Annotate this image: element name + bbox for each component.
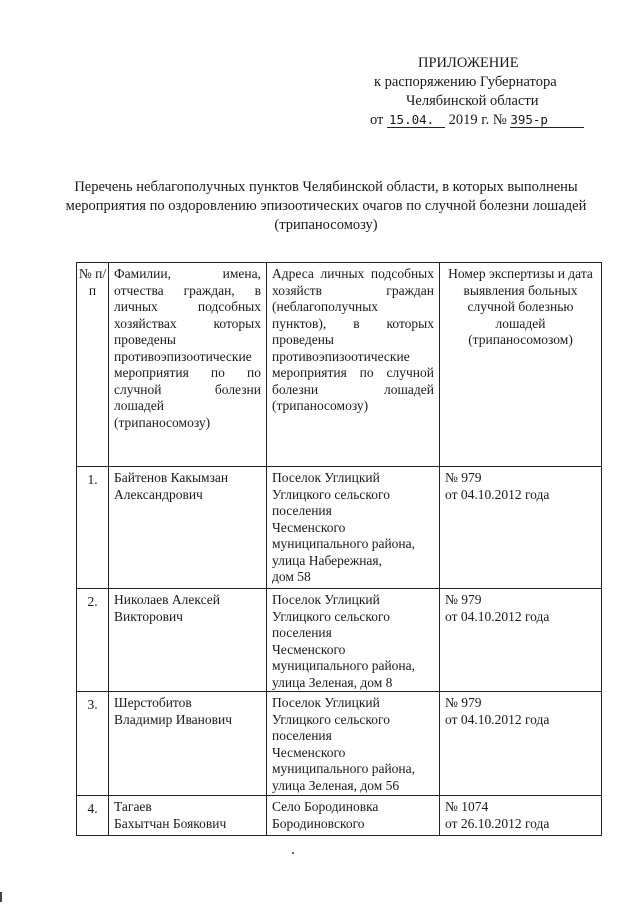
row-address-text: Село Бородиновка Бородиновского — [272, 799, 379, 831]
row-address-text: Поселок Углицкий Углицкого сельского поселения Чесменского муниципального района, улица Зеленая, дом 56 — [272, 695, 416, 793]
table-header-row — [77, 263, 602, 467]
table-row — [77, 796, 602, 836]
appendix-block — [368, 54, 608, 130]
row-name-text: Николаев Алексей Викторович — [114, 592, 220, 624]
row-expertise — [440, 692, 602, 796]
appendix-line-region: Челябинской области — [406, 93, 539, 109]
row-address — [267, 467, 440, 589]
row-name — [109, 589, 267, 692]
row-expertise-text: № 979 от 04.10.2012 года — [445, 592, 550, 624]
header-num: № п/п — [77, 263, 109, 467]
row-num: 1. — [77, 467, 109, 589]
row-expertise — [440, 467, 602, 589]
row-expertise-text: № 979 от 04.10.2012 года — [445, 470, 550, 502]
row-expertise-text: № 1074 от 26.10.2012 года — [445, 799, 550, 831]
points-table — [76, 262, 602, 836]
table-row — [77, 467, 602, 589]
appendix-title: ПРИЛОЖЕНИЕ — [418, 55, 519, 71]
appendix-line-date — [368, 111, 608, 130]
row-name-text: Шерстобитов Владимир Иванович — [114, 695, 233, 727]
row-num: 3. — [77, 692, 109, 796]
year-suffix: 2019 г. № — [448, 112, 507, 128]
document-heading: Перечень неблагополучных пунктов Челябинской области, в которых выполнены мероприятия по оздоровлению эпизоотических очагов по случной болезни лошадей (трипаносомозу) — [65, 179, 587, 233]
row-name-text: Байтенов Какымзан Александрович — [114, 470, 229, 502]
header-names: Фамилии, имена, отчества граждан, в личных подсобных хозяйствах которых проведены противоэпизоотические мероприятия по по случной болезни лошадей (трипаносомозу) — [109, 263, 267, 467]
row-name — [109, 796, 267, 836]
row-expertise-text: № 979 от 04.10.2012 года — [445, 695, 550, 727]
appendix-line-order: к распоряжению Губернатора — [374, 74, 557, 90]
row-expertise — [440, 589, 602, 692]
table-row — [77, 692, 602, 796]
row-address — [267, 692, 440, 796]
row-address-text: Поселок Углицкий Углицкого сельского поселения Чесменского муниципального района, улица Зеленая, дом 8 — [272, 592, 416, 690]
order-number: 395-р — [510, 113, 584, 128]
row-num: 4. — [77, 796, 109, 836]
row-expertise — [440, 796, 602, 836]
row-address-text: Поселок Углицкий Углицкого сельского поселения Чесменского муниципального района, улица Набережная, дом 58 — [272, 470, 416, 584]
scan-speck — [292, 852, 294, 854]
row-name — [109, 467, 267, 589]
table-row — [77, 589, 602, 692]
header-expertise: Номер экспертизы и дата выявления больных случной болезнью лошадей (трипаносомозом) — [440, 263, 602, 467]
row-address — [267, 796, 440, 836]
scan-edge-mark — [0, 892, 2, 902]
row-name — [109, 692, 267, 796]
header-addresses: Адреса личных подсобных хозяйств граждан (неблагополучных пунктов), в которых проведены противоэпизоотические мероприятия по случной болезни лошадей (трипаносомозу) — [267, 263, 440, 467]
row-num: 2. — [77, 589, 109, 692]
row-name-text: Тагаев Бахытчан Боякович — [114, 799, 227, 831]
order-date: 15.04. — [387, 113, 445, 128]
date-prefix: от — [370, 112, 384, 128]
row-address — [267, 589, 440, 692]
